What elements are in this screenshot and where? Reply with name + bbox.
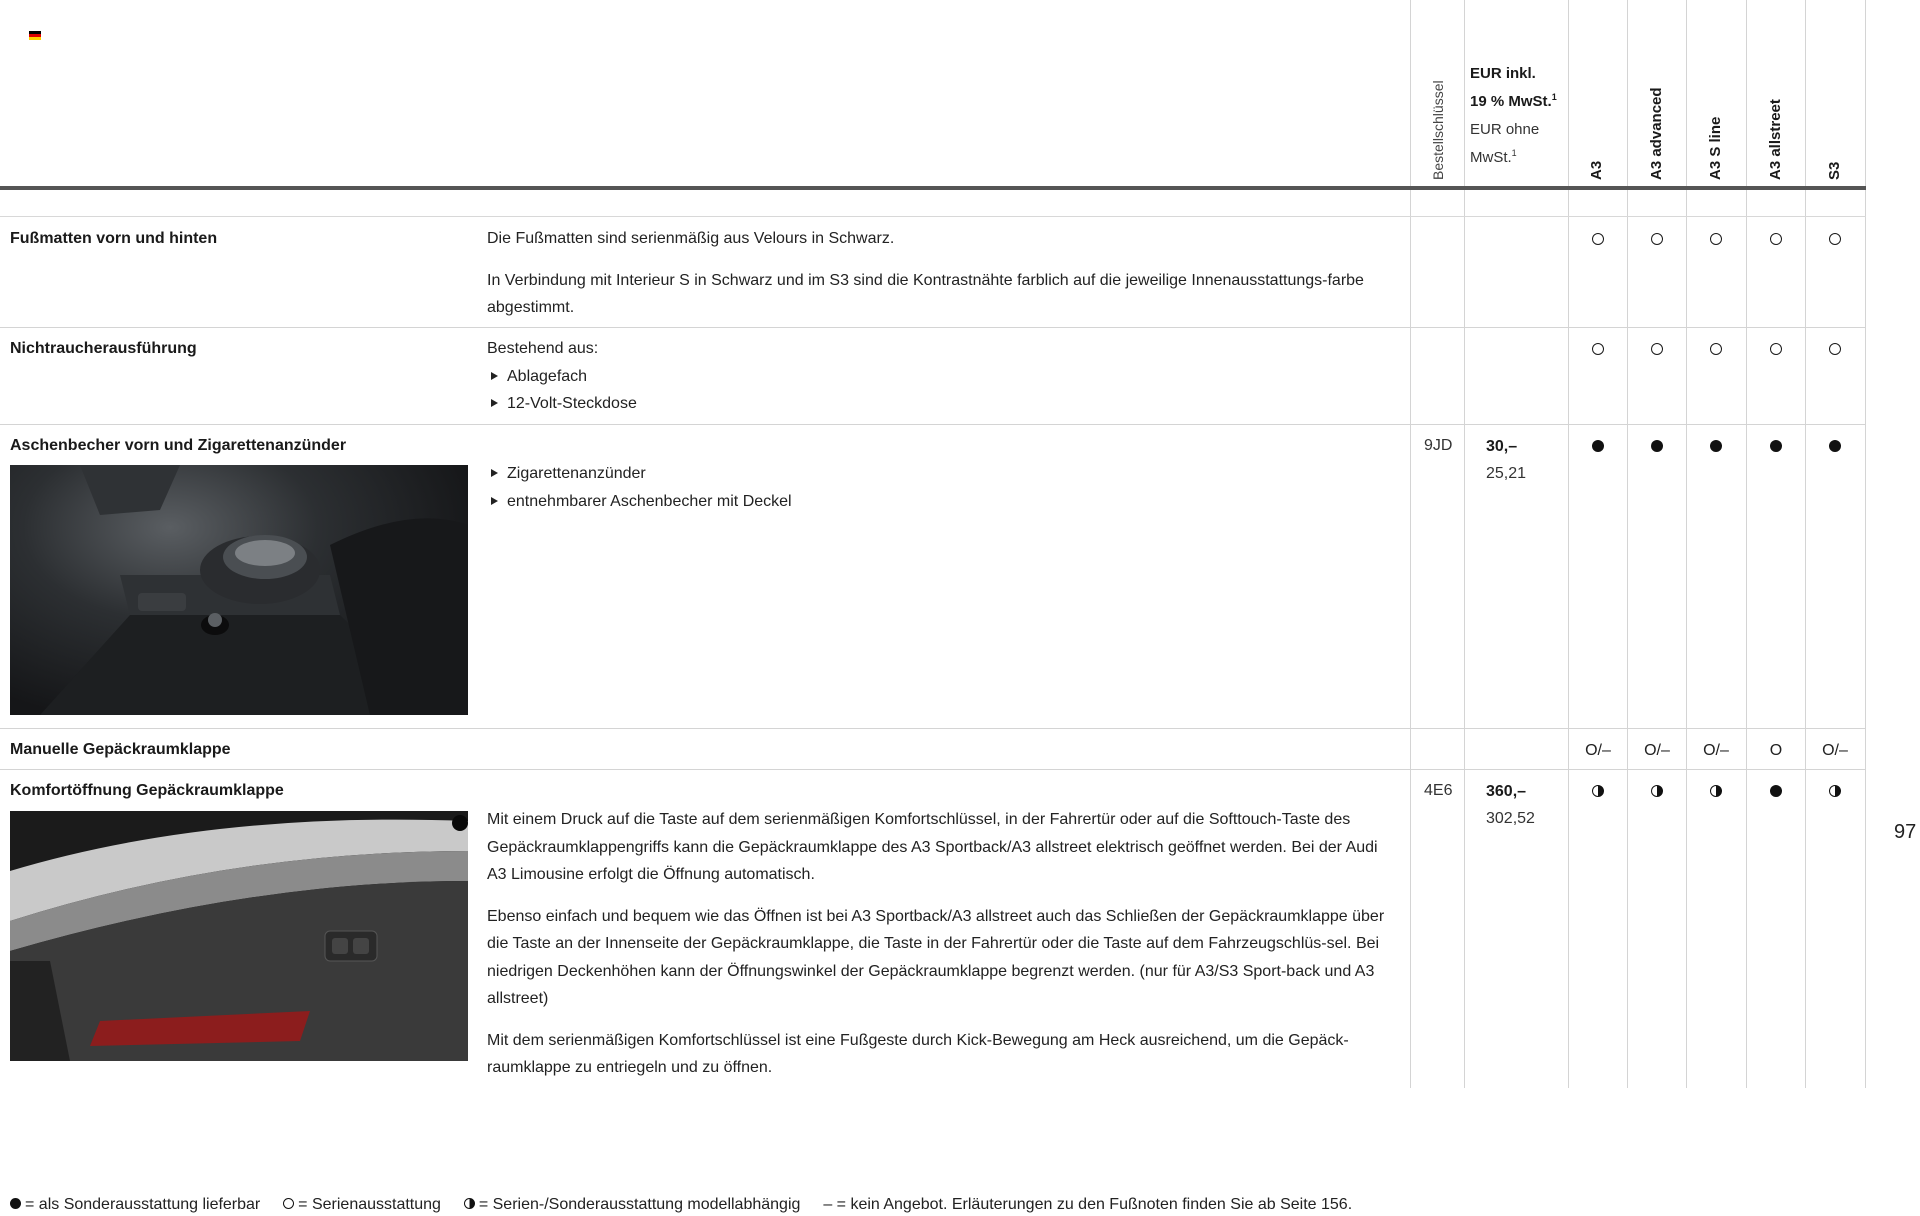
model-header-s3: S3 [1826,161,1843,180]
legend-none: – = kein Angebot. Erläuterungen zu den Fußnoten finden Sie ab Seite 156. [823,1196,1353,1213]
model-header-a3-allstreet: A3 allstreet [1767,99,1784,180]
row-divider [0,728,1866,729]
description-paragraph: In Verbindung mit Interieur S in Schwarz und im S3 sind die Kontrastnähte farblich auf die jeweilige Innenausstattungs-farbe abgestimmt. [487,271,1364,316]
feature-description [487,806,1397,1082]
legend [10,1196,1352,1214]
ashtray-photo [10,465,468,715]
table-top-rule [0,216,1866,217]
availability-standard [1746,341,1806,359]
feature-title: Nichtraucherausführung [10,340,197,357]
availability-text: O/– [1644,742,1670,759]
availability-standard [1805,341,1865,359]
price-cell [1486,778,1566,832]
availability-optional [1805,438,1865,456]
feature-title: Fußmatten vorn und hinten [10,230,218,247]
bullet-item: entnehmbarer Aschenbecher mit Deckel [487,488,1397,516]
bullet-item: 12-Volt-Steckdose [487,390,1397,418]
footnote-marker: 1 [1511,148,1517,158]
feature-description [487,225,1397,322]
description-paragraph: Mit dem serienmäßigen Komfortschlüssel ist eine Fußgeste durch Kick-Bewegung am Heck ausreichend, um die Gepäck-raumklappe zu entriegeln und zu öffnen. [487,1031,1349,1076]
row-divider [0,769,1866,770]
row-divider [0,327,1866,328]
availability-standard [1805,231,1865,249]
availability-optional [1686,438,1746,456]
order-key-header: Bestellschlüssel [1430,80,1446,180]
column-divider [1865,0,1866,1088]
tailgate-photo [10,811,468,1061]
bullet-item: Zigarettenanzünder [487,460,1397,488]
model-header-a3-advanced: A3 advanced [1648,87,1665,180]
description-paragraph: Die Fußmatten sind serienmäßig aus Velours in Schwarz. [487,230,895,247]
feature-description [487,335,1397,418]
price-net-label: EUR ohne [1470,121,1540,138]
language-flag-icon [29,31,41,40]
availability-standard [1627,231,1687,249]
model-header-a3: A3 [1588,160,1605,180]
column-divider [1746,0,1747,1088]
price-net: 25,21 [1486,465,1527,482]
open-circle-icon [283,1198,294,1209]
column-divider [1410,0,1411,1088]
column-divider [1686,0,1687,1088]
availability-optional [1746,438,1806,456]
half-circle-icon [464,1198,475,1209]
description-intro: Bestehend aus: [487,340,599,357]
description-paragraph: Ebenso einfach und bequem wie das Öffnen ist bei A3 Sportback/A3 allstreet auch das Schließen der Gepäckraumklappe über die Taste an der Innenseite der Gepäckraumklappe, die Taste in der Fahrertür oder die Taste auf dem Fahrzeugschlüs-sel. Bei niedrigen Deckenhöhen kann der Öffnungswinkel der Gepäckraumklappe begrenzt werden. (nur für A3/S3 Sport-back und A3 allstreet) [487,907,1385,1007]
filled-circle-icon [10,1198,21,1209]
column-divider [1627,0,1628,1088]
order-code: 9JD [1424,437,1453,454]
price-gross: 360,– [1486,783,1527,800]
feature-title: Komfortöffnung Gepäckraumklappe [10,782,284,799]
availability-text: O/– [1703,742,1729,759]
availability-standard [1686,231,1746,249]
bullet-item: Ablagefach [487,363,1397,391]
page-number: 97 [1894,821,1917,843]
model-header-a3-s-line: A3 S line [1707,116,1724,180]
availability-optional [1568,438,1628,456]
header-rule [0,186,1866,190]
availability-text: O/– [1822,742,1848,759]
price-gross: 30,– [1486,438,1518,455]
availability-model-dependent [1568,783,1628,801]
description-paragraph: Mit einem Druck auf die Taste auf dem serienmäßigen Komfortschlüssel, in der Fahrertür oder auf die Softtouch-Taste des Gepäckraumklappengriffs kann die Gepäckraumklappe des A3 Sportback/A3 allstreet elektrisch geöffnet werden. Bei der Audi A3 Limousine erfolgt die Öffnung automatisch. [487,811,1378,883]
availability-text: O [1769,742,1783,759]
row-divider [0,424,1866,425]
availability-optional [1746,783,1806,801]
availability-standard [1627,341,1687,359]
legend-model-dependent: = Serien-/Sonderausstattung modellabhängig [478,1196,801,1213]
availability-model-dependent [1805,783,1865,801]
availability-standard [1568,341,1628,359]
availability-optional [1627,438,1687,456]
availability-model-dependent [1686,783,1746,801]
price-net: 302,52 [1486,810,1535,827]
order-code: 4E6 [1424,782,1453,799]
column-divider [1805,0,1806,1088]
price-gross-label: EUR inkl. [1470,65,1536,82]
availability-model-dependent [1627,783,1687,801]
availability-standard [1568,231,1628,249]
availability-standard [1686,341,1746,359]
price-header [1470,60,1570,172]
legend-optional: = als Sonderausstattung lieferbar [25,1196,261,1213]
footnote-marker: 1 [1551,92,1557,102]
feature-title: Manuelle Gepäckraumklappe [10,741,231,758]
price-cell [1486,433,1566,487]
feature-description [487,460,1397,515]
availability-standard [1746,231,1806,249]
feature-title: Aschenbecher vorn und Zigarettenanzünder [10,437,347,454]
price-gross-label-2: 19 % MwSt. [1470,93,1552,110]
price-net-label-2: MwSt. [1470,149,1512,166]
legend-standard: = Serienausstattung [298,1196,441,1213]
availability-text: O/– [1585,742,1611,759]
column-divider [1464,0,1465,1088]
